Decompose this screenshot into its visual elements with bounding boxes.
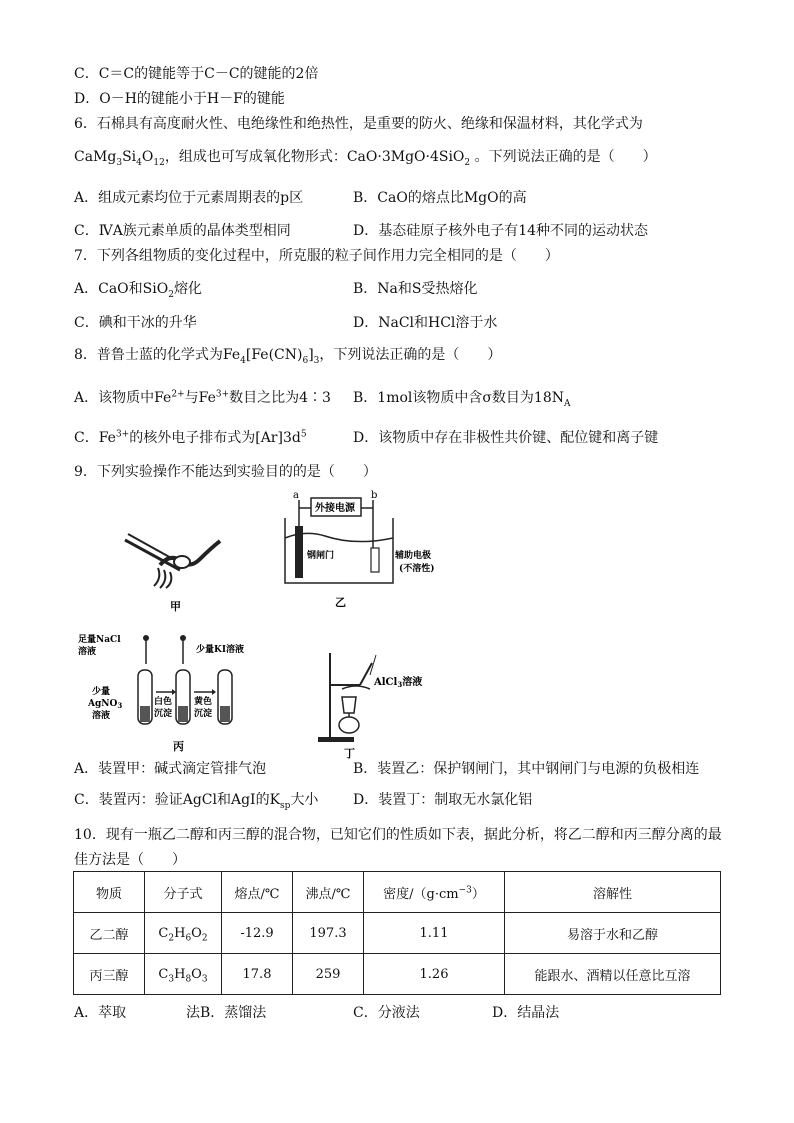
figure-bing-white-label1: 白色	[154, 697, 173, 707]
figure-bing-ag-label1: 少量	[92, 687, 111, 697]
q10-option-c: C．分液法	[353, 1005, 420, 1021]
cell-melting-point: 17.8	[222, 954, 293, 995]
figure-bing-yellow-label1: 黄色	[194, 697, 213, 707]
cell-density: 1.26	[364, 954, 505, 995]
q8-option-a: A．该物质中$Fe^{2+}$与$Fe^{3+}$数目之比为4∶3	[74, 389, 331, 406]
svg-text:AlCl3溶液: AlCl$_3$溶液	[374, 677, 423, 689]
cell-melting-point: -12.9	[222, 913, 293, 954]
q8-option-c: C．$Fe^{3+}$的核外电子排布式为$[Ar]3d^5$	[74, 429, 307, 446]
figure-bing	[78, 632, 278, 757]
figure-bing-nacl-label2: 溶液	[78, 647, 97, 657]
figure-yi-aux-label: 辅助电极	[395, 551, 432, 561]
header-substance: 物质	[74, 872, 145, 913]
header-melting-point: 熔点/℃	[222, 872, 293, 913]
q7-option-c: C．碘和干冰的升华	[74, 315, 197, 331]
q6-option-c: C．ⅣA族元素单质的晶体类型相同	[74, 223, 291, 239]
q9-option-d: D．装置丁：制取无水氯化铝	[353, 792, 533, 808]
table-header-row	[74, 872, 721, 913]
figure-yi-label-b: b	[371, 490, 378, 501]
figure-yi-power-label: 外接电源	[315, 503, 355, 514]
cell-substance: 丙三醇	[74, 954, 145, 995]
q7-stem: 7．下列各组物质的变化过程中，所克服的粒子间作用力完全相同的是（ ）	[74, 248, 559, 264]
header-formula: 分子式	[145, 872, 222, 913]
q10-stem-line1: 10．现有一瓶乙二醇和丙三醇的混合物，已知它们的性质如下表，据此分析，将乙二醇和丙三醇分离的最	[74, 827, 722, 843]
figure-ding-label: AlCl	[374, 677, 398, 688]
cell-solubility: 能跟水、酒精以任意比互溶	[505, 954, 721, 995]
properties-table	[73, 871, 721, 995]
figure-bing-white-label2: 沉淀	[154, 709, 173, 719]
q6-option-d: D．基态硅原子核外电子有14种不同的运动状态	[353, 223, 649, 239]
cell-formula: $C_3H_8O_3$	[145, 954, 222, 995]
q5-option-c: C．C＝C的键能等于C－C的键能的2倍	[74, 66, 319, 82]
q8-option-d: D．该物质中存在非极性共价键、配位键和离子键	[353, 430, 659, 446]
cell-density: 1.11	[364, 913, 505, 954]
q9-option-c: C．装置丙：验证AgCl和AgI的$K_{sp}$大小	[74, 792, 319, 811]
q8-stem: 8．普鲁士蓝的化学式为$Fe_4[Fe(CN)_6]_3$，下列说法正确的是（ ）	[74, 347, 502, 366]
figure-jia-caption: 甲	[170, 600, 181, 613]
header-density: 密度$/(g\cdot cm^{-3})$	[364, 872, 505, 913]
q10-option-a: A．萃取	[74, 1005, 127, 1021]
q6-stem-line2: $CaMg_3Si_4O_{12}$，组成也可写成氧化物形式：CaO·3MgO·4SiO$_2$ 。下列说法正确的是（ ）	[74, 149, 657, 168]
figure-ding	[310, 645, 460, 760]
figure-yi-caption: 乙	[335, 596, 346, 609]
q9-option-b: B．装置乙：保护钢闸门，其中钢闸门与电源的负极相连	[353, 761, 700, 777]
table-row	[74, 954, 721, 995]
q9-stem: 9．下列实验操作不能达到实验目的的是（ ）	[74, 464, 377, 480]
figure-bing-ag-label2: AgNO	[88, 699, 118, 709]
header-solubility: 溶解性	[505, 872, 721, 913]
q7-option-d: D．NaCl和HCl溶于水	[353, 315, 498, 331]
figure-bing-nacl-label: 足量NaCl	[78, 635, 121, 645]
table-row	[74, 913, 721, 954]
q9-option-a: A．装置甲：碱式滴定管排气泡	[74, 761, 267, 777]
figure-yi-gate-label: 钢闸门	[307, 551, 335, 561]
figure-jia	[120, 520, 230, 615]
q6-option-a: A．组成元素均位于元素周期表的p区	[74, 190, 304, 206]
q6-option-b: B．CaO的熔点比MgO的高	[353, 190, 527, 206]
q8-option-b: B．1mol该物质中含σ数目为$18N_A$	[353, 390, 571, 409]
q10-stem-line2: 佳方法是（ ）	[74, 852, 186, 868]
q5-option-d: D．O－H的键能小于H－F的键能	[74, 91, 285, 107]
cell-substance: 乙二醇	[74, 913, 145, 954]
cell-formula: $C_2H_6O_2$	[145, 913, 222, 954]
q6-stem-line1: 6．石棉具有高度耐火性、电绝缘性和绝热性，是重要的防火、绝缘和保温材料，其化学式为	[74, 116, 643, 132]
header-boiling-point: 沸点/℃	[293, 872, 364, 913]
q10-option-d: D．结晶法	[492, 1005, 560, 1021]
figure-bing-caption: 丙	[173, 740, 184, 753]
figure-yi-aux-note: (不溶性)	[399, 564, 435, 574]
figure-bing-ag-label3: 溶液	[92, 711, 111, 721]
figure-bing-yellow-label2: 沉淀	[194, 709, 213, 719]
cell-boiling-point: 259	[293, 954, 364, 995]
figure-ding-caption: 丁	[344, 747, 355, 760]
q7-option-a: A．CaO和SiO$_2$熔化	[74, 281, 202, 300]
cell-boiling-point: 197.3	[293, 913, 364, 954]
q10-option-b: 法B．蒸馏法	[186, 1005, 267, 1021]
figure-yi-label-a: a	[293, 490, 299, 501]
figure-yi	[275, 488, 455, 618]
figure-bing-ki-label: 少量KI溶液	[196, 645, 245, 655]
svg-text:AgNO3: AgNO$_3$	[88, 699, 123, 710]
q7-option-b: B．Na和S受热熔化	[353, 281, 478, 297]
cell-solubility: 易溶于水和乙醇	[505, 913, 721, 954]
